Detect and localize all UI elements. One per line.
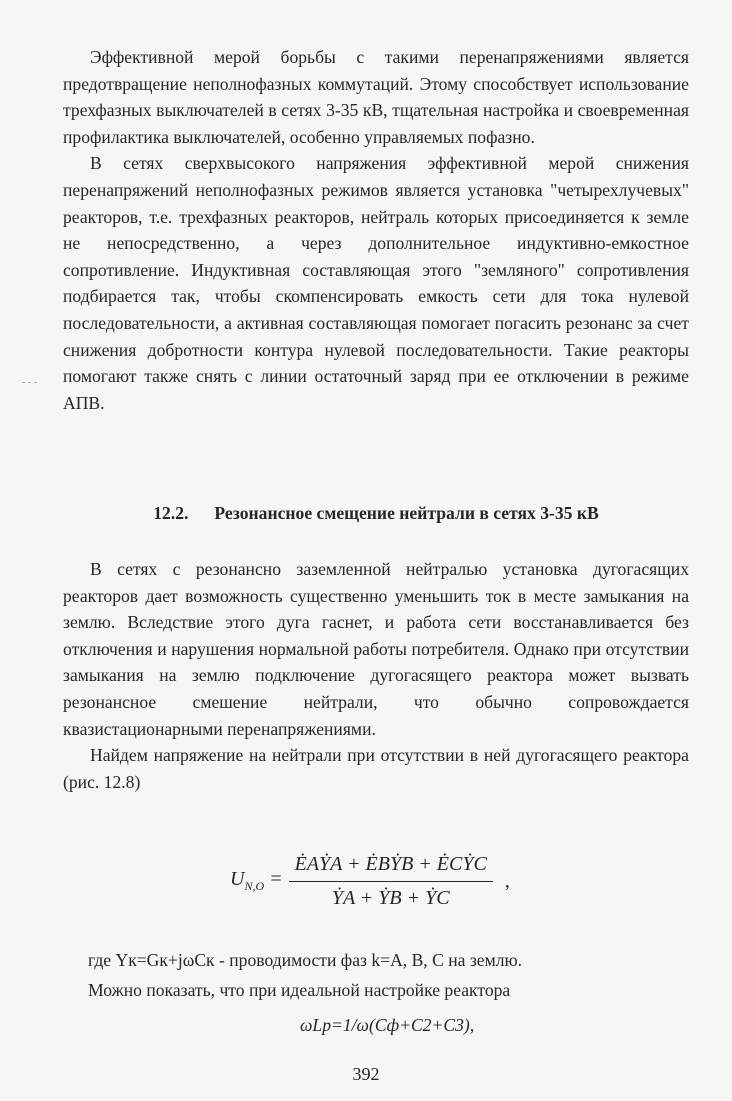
section-title: Резонансное смещение нейтрали в сетях 3-35 кВ (214, 503, 599, 523)
formula-lhs: $U_{N,O}$ = (230, 868, 283, 893)
paragraph: В сетях с резонансно заземленной нейтралью установка дугогасящих реакторов дает возможность существенно уменьшить ток в месте замыкания на землю. Вследствие этого дуга гаснет, и работа сети восстанавливается без отключения и нарушения нормальной работы потребителя. Однако при отсутствии замыкания на землю подключение дугогасящего реактора может вызвать резонансное смешение нейтрали, что обычно сопровождается квазистационарными перенапряжениями. (63, 559, 689, 739)
body-text-top (63, 44, 689, 416)
resonance-formula: ωLp=1/ω(Cф+C2+C3), (300, 1015, 475, 1035)
section-number: 12.2. (153, 503, 189, 523)
section-heading (63, 500, 689, 526)
paragraph: В сетях сверхвысокого напряжения эффективной мерой снижения перенапряжений неполнофазных режимов является установка "четырехлучевых" реакторов, т.е. трехфазных реакторов, нейтраль которых присоединяется к земле не непосредственно, а через дополнительное индуктивно-емкостное сопротивление. Индуктивная составляющая этого "земляного" сопротивления подбирается так, чтобы скомпенсировать емкость сети для тока нулевой последовательности, а активная составляющая помогает погасить резонанс за счет снижения добротности контура нулевой последовательности. Такие реакторы помогают также снять с линии остаточный заряд при ее отключении в режиме АПВ. (63, 153, 689, 413)
page-number: 392 (352, 1064, 380, 1084)
body-text-bottom (63, 556, 689, 795)
can-show-line: Можно показать, что при идеальной настройке реактора (88, 980, 511, 1000)
scan-speck (22, 382, 25, 383)
neutral-voltage-formula (230, 845, 510, 917)
formula-numerator: ĖAẎA + ĖBẎB + ĖCẎC (294, 852, 487, 875)
fraction-bar (289, 881, 493, 882)
paragraph: Эффективной мерой борьбы с такими перенапряжениями является предотвращение неполнофазных коммутаций. Этому способствует использование трехфазных выключателей в сетях 3-35 кВ, тщательная настройка и своевременная профилактика выключателей, особенно управляемых пофазно. (63, 47, 689, 147)
paragraph: Найдем напряжение на нейтрали при отсутствии в ней дугогасящего реактора (рис. 12.8) (63, 745, 689, 792)
formula-fraction (289, 853, 493, 910)
formula-tail: , (504, 869, 510, 892)
scan-speck (28, 382, 31, 383)
where-line: где Yк=Gк+jωCк - проводимости фаз k=A, B, C на землю. (88, 950, 523, 970)
formula-denominator: ẎA + ẎB + ẎC (331, 886, 450, 909)
scan-speck (34, 382, 37, 383)
